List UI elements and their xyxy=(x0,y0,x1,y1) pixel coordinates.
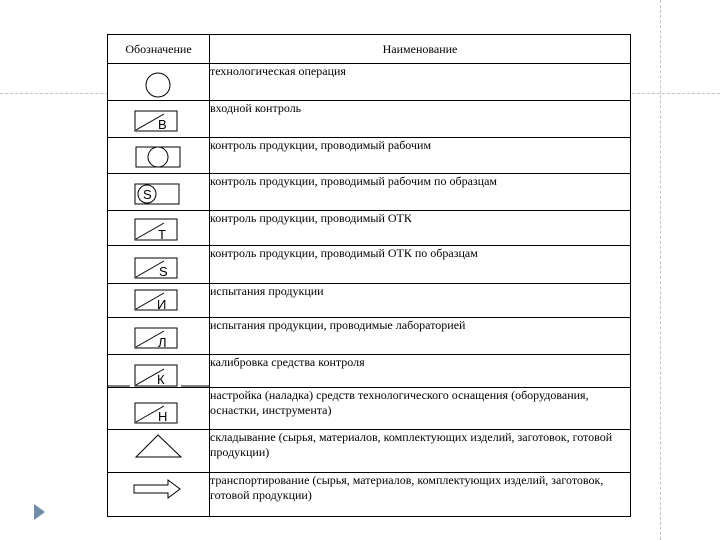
header-name: Наименование xyxy=(210,35,631,64)
symbol-cell xyxy=(108,318,210,355)
table-row xyxy=(108,318,631,355)
symbol-cell xyxy=(108,430,210,473)
table-row xyxy=(108,64,631,101)
symbol-letter: S xyxy=(143,187,152,202)
row-label: контроль продукции, проводимый рабочим по образцам xyxy=(210,174,631,211)
symbol-cell xyxy=(108,174,210,211)
symbol-cell xyxy=(108,284,210,318)
symbols-table xyxy=(107,34,631,517)
symbol-letter: К xyxy=(157,372,165,387)
symbol-cell xyxy=(108,355,210,388)
symbol-cell xyxy=(108,138,210,174)
table-row xyxy=(108,355,631,388)
table-row xyxy=(108,174,631,211)
row-label: настройка (наладка) средств технологического оснащения (оборудования, оснастки, инструмента) xyxy=(210,388,631,430)
row-label: входной контроль xyxy=(210,101,631,138)
guide-line-vertical xyxy=(660,0,661,540)
symbol-cell xyxy=(108,246,210,284)
symbol-letter: Л xyxy=(158,335,167,350)
incoming-control-icon xyxy=(108,101,209,137)
slide-bullet-arrow-icon xyxy=(34,504,45,520)
worker-sample-control-icon xyxy=(108,174,209,210)
lab-testing-icon xyxy=(108,318,209,354)
row-label: контроль продукции, проводимый рабочим xyxy=(210,138,631,174)
setup-icon xyxy=(108,388,209,429)
symbol-letter: Т xyxy=(158,227,166,242)
storage-triangle-icon xyxy=(108,430,209,472)
row-label: калибровка средства контроля xyxy=(210,355,631,388)
symbol-letter: Н xyxy=(158,409,168,424)
symbol-letter: И xyxy=(157,297,167,312)
row-label: технологическая операция xyxy=(210,64,631,101)
symbol-cell xyxy=(108,388,210,430)
symbol-cell xyxy=(108,211,210,246)
testing-icon xyxy=(108,284,209,317)
worker-control-icon xyxy=(108,138,209,173)
table-row xyxy=(108,388,631,430)
table-row xyxy=(108,101,631,138)
table-row xyxy=(108,138,631,174)
header-designation: Обозначение xyxy=(108,35,210,64)
table-row xyxy=(108,246,631,284)
otk-sample-control-icon xyxy=(108,246,209,283)
row-label: складывание (сырья, материалов, комплектующих изделий, заготовок, готовой продукции) xyxy=(210,430,631,473)
operation-circle-icon xyxy=(108,64,209,100)
symbol-cell xyxy=(108,101,210,138)
table-header-row xyxy=(108,35,631,64)
table-row xyxy=(108,430,631,473)
row-label: контроль продукции, проводимый ОТК по образцам xyxy=(210,246,631,284)
symbol-cell xyxy=(108,473,210,517)
calibration-icon xyxy=(108,355,209,387)
symbol-letter: В xyxy=(158,117,167,132)
table-row xyxy=(108,473,631,517)
table-row xyxy=(108,284,631,318)
symbol-cell xyxy=(108,64,210,101)
row-label: испытания продукции xyxy=(210,284,631,318)
row-label: транспортирование (сырья, материалов, комплектующих изделий, заготовок, готовой продукции) xyxy=(210,473,631,517)
symbol-letter: S xyxy=(159,264,168,279)
otk-control-icon xyxy=(108,211,209,245)
row-label: испытания продукции, проводимые лабораторией xyxy=(210,318,631,355)
transport-arrow-icon xyxy=(108,473,209,516)
row-label: контроль продукции, проводимый ОТК xyxy=(210,211,631,246)
table-row xyxy=(108,211,631,246)
